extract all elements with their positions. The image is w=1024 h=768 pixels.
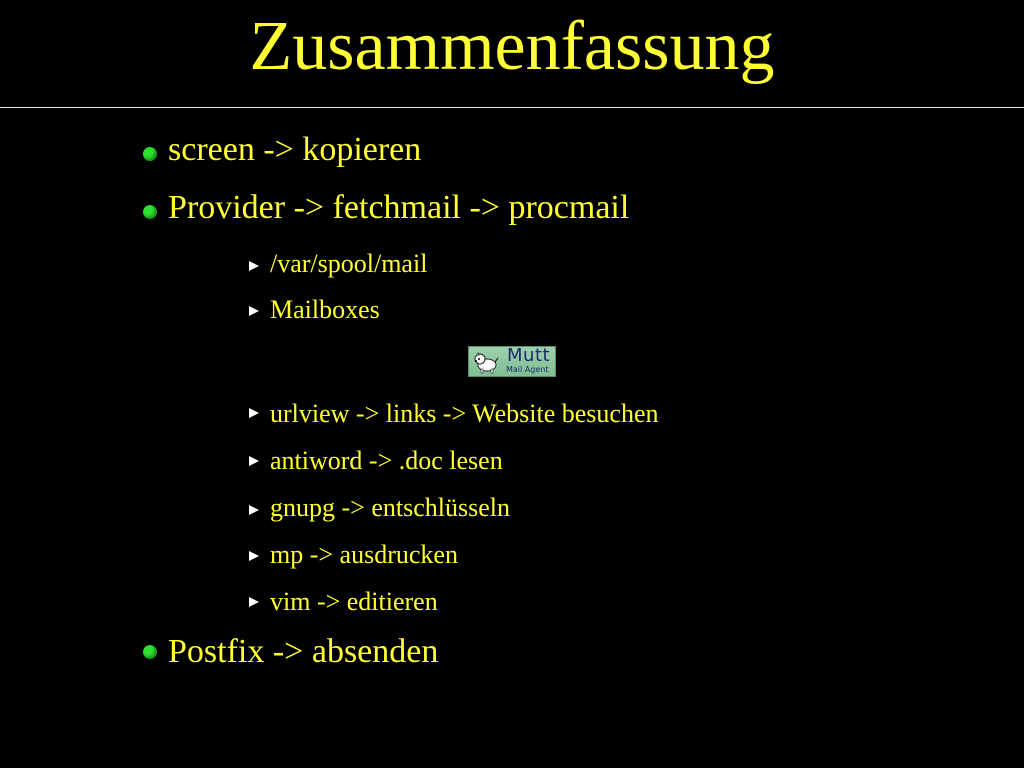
title-divider bbox=[0, 107, 1024, 108]
bullet-icon bbox=[143, 205, 157, 219]
subitem-mailboxes: Mailboxes bbox=[270, 295, 380, 324]
logo-tagline: Mail Agent bbox=[506, 365, 549, 374]
triangle-bullet-icon bbox=[249, 306, 259, 316]
triangle-bullet-icon bbox=[249, 597, 259, 607]
bullet-item-provider: Provider -> fetchmail -> procmail bbox=[168, 189, 630, 226]
triangle-bullet-icon bbox=[249, 551, 259, 561]
subitem-var-spool-mail: /var/spool/mail bbox=[270, 249, 428, 278]
triangle-bullet-icon bbox=[249, 505, 259, 515]
subitem-antiword: antiword -> .doc lesen bbox=[270, 446, 503, 475]
bullet-icon bbox=[143, 645, 157, 659]
mutt-logo bbox=[468, 346, 556, 377]
subitem-vim: vim -> editieren bbox=[270, 587, 438, 616]
triangle-bullet-icon bbox=[249, 456, 259, 466]
triangle-bullet-icon bbox=[249, 261, 259, 271]
bullet-icon bbox=[143, 147, 157, 161]
subitem-urlview: urlview -> links -> Website besuchen bbox=[270, 399, 659, 428]
slide-title: Zusammenfassung bbox=[249, 8, 775, 85]
dog-icon bbox=[473, 350, 499, 374]
bullet-item-postfix: Postfix -> absenden bbox=[168, 633, 439, 670]
logo-name: Mutt bbox=[507, 345, 551, 366]
subitem-mp: mp -> ausdrucken bbox=[270, 540, 458, 569]
triangle-bullet-icon bbox=[249, 408, 259, 418]
subitem-gnupg: gnupg -> entschlüsseln bbox=[270, 493, 510, 522]
bullet-item-screen: screen -> kopieren bbox=[168, 131, 422, 168]
